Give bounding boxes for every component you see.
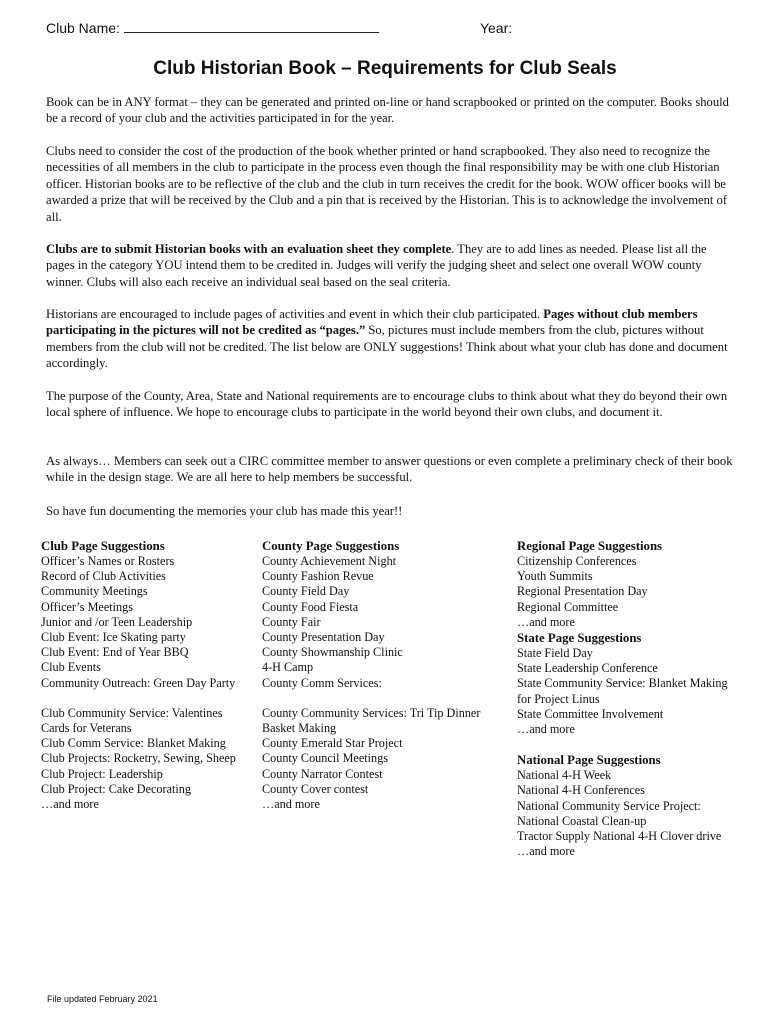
list-item: …and more: [262, 797, 320, 812]
list-item: State Field Day: [517, 646, 593, 661]
list-item: Club Event: Ice Skating party: [41, 630, 186, 645]
paragraph-cost: [46, 143, 736, 225]
national-suggestions-heading: National Page Suggestions: [517, 753, 661, 768]
paragraph-text: Clubs need to consider the cost of the production of the book whether printed or hand scrapbooked. They also need to recognize the necessities of all members in the club to participate in the process even though the final responsibility may be with one club Historian officer. Historian books are to be reflective of the club and the club in turn receives the credit for the book. WOW officer books will be awarded a prize that will be received by the Club and a pin that is received by the Historian. This is to acknowledge the involvement of all.: [46, 144, 728, 224]
list-item: County Community Services: Tri Tip Dinner: [262, 705, 481, 720]
list-spacer: [262, 691, 512, 706]
list-item: …and more: [517, 614, 575, 629]
paragraph-bold-text: Pages without club members participating in the pictures will not be credited as “pages.”: [46, 307, 698, 338]
list-item: Club Events: [41, 660, 101, 675]
paragraph-pictures: [46, 306, 736, 372]
county-suggestions-column: [262, 538, 512, 812]
paragraph-text: . They are to add lines as needed. Please list all the pages in the category YOU intend them to be credited in. Judges will verify the judging sheet and select one overall WOW county winner. Clubs will also each receive an individual seal based on the seal criteria.: [46, 242, 707, 289]
paragraph-text: The purpose of the County, Area, State and National requirements are to encourage clubs to think about what they do beyond their own local sphere of influence. We hope to encourage clubs to participate in the world beyond their own clubs, and document it.: [46, 389, 728, 420]
list-item: Tractor Supply National 4-H Clover drive: [517, 829, 722, 844]
club-suggestions-heading: Club Page Suggestions: [41, 539, 165, 553]
list-item: …and more: [517, 722, 575, 737]
file-updated-footer: File updated February 2021: [47, 994, 158, 1004]
list-item: County Field Day: [262, 584, 350, 599]
club-name-label: Club Name:: [46, 20, 120, 36]
list-item: National 4-H Week: [517, 768, 612, 783]
paragraph-bold-text: Clubs are to submit Historian books with an evaluation sheet they complete: [46, 242, 452, 256]
list-spacer: [41, 691, 256, 706]
list-item: Citizenship Conferences: [517, 554, 637, 568]
list-item: Club Event: End of Year BBQ: [41, 645, 189, 660]
list-item: County Narrator Contest: [262, 766, 383, 781]
state-suggestions-heading: State Page Suggestions: [517, 631, 642, 646]
year-label: Year:: [480, 20, 513, 36]
paragraph-text: As always… Members can seek out a CIRC committee member to answer questions or even complete a preliminary check of their book while in the design stage. We are all here to help members be successful.: [46, 454, 733, 485]
county-list-b: [262, 706, 512, 812]
list-item: for Project Linus: [517, 691, 600, 706]
list-item: Junior and /or Teen Leadership: [41, 614, 193, 629]
paragraph-text: So have fun documenting the memories your club has made this year!!: [46, 504, 403, 518]
list-item: State Committee Involvement: [517, 706, 664, 721]
list-item: Youth Summits: [517, 569, 593, 584]
list-item: County Emerald Star Project: [262, 736, 403, 751]
list-item: Community Outreach: Green Day Party: [41, 675, 236, 690]
list-item: County Fair: [262, 614, 321, 629]
list-item: County Council Meetings: [262, 751, 388, 766]
list-item: Club Community Service: Valentines: [41, 705, 223, 720]
list-item: County Presentation Day: [262, 630, 385, 645]
list-item: County Achievement Night: [262, 554, 397, 568]
list-item: …and more: [517, 844, 575, 859]
regional-state-national-column: [517, 538, 747, 859]
paragraph-purpose: [46, 388, 736, 421]
national-list: [517, 768, 747, 859]
regional-suggestions-heading: Regional Page Suggestions: [517, 539, 663, 553]
list-item: National Coastal Clean-up: [517, 813, 647, 828]
list-item: County Comm Services:: [262, 675, 382, 690]
regional-list: [517, 554, 747, 630]
county-list-a: [262, 554, 512, 691]
paragraph-text: Book can be in ANY format – they can be generated and printed on-line or hand scrapbooked or printed on the computer. Books should be a record of your club and the activities participated in for the year.: [46, 95, 729, 126]
page-title: Club Historian Book – Requirements for Club Seals: [153, 58, 617, 79]
list-item: Club Projects: Rocketry, Sewing, Sheep: [41, 751, 236, 766]
list-item: Basket Making: [262, 721, 337, 736]
list-item: County Cover contest: [262, 781, 369, 796]
list-item: Regional Committee: [517, 599, 619, 614]
list-item: Regional Presentation Day: [517, 584, 648, 599]
list-item: Club Comm Service: Blanket Making: [41, 736, 226, 751]
club-name-field: [46, 20, 379, 36]
list-item: National Community Service Project:: [517, 798, 701, 813]
list-item: County Food Fiesta: [262, 599, 359, 614]
state-list: [517, 646, 747, 737]
list-item: Club Project: Leadership: [41, 766, 163, 781]
list-item: …and more: [41, 797, 99, 812]
list-item: Officer’s Meetings: [41, 599, 133, 614]
list-item: Officer’s Names or Rosters: [41, 554, 175, 568]
list-item: Community Meetings: [41, 584, 148, 599]
paragraph-text: Historians are encouraged to include pages of activities and event in which their club participated.: [46, 307, 544, 321]
list-item: County Showmanship Clinic: [262, 645, 403, 660]
club-list-a: [41, 554, 256, 691]
paragraph-closing: [46, 503, 736, 519]
list-item: State Leadership Conference: [517, 661, 658, 676]
list-item: County Fashion Revue: [262, 569, 374, 584]
paragraph-format: [46, 94, 736, 127]
list-item: Cards for Veterans: [41, 721, 132, 736]
paragraph-help: [46, 453, 736, 486]
club-name-blank-line: [124, 20, 379, 33]
paragraph-text: So, pictures must include members from the club, pictures without members from the club will not be credited. The list below are ONLY suggestions! Think about what your club has done and document accordingly.: [46, 323, 728, 371]
list-item: State Community Service: Blanket Making: [517, 676, 728, 691]
list-item: National 4-H Conferences: [517, 783, 645, 798]
club-list-b: [41, 706, 256, 812]
paragraph-evaluation: [46, 241, 736, 290]
year-field: [480, 20, 512, 36]
club-suggestions-column: [41, 538, 256, 812]
list-item: Club Project: Cake Decorating: [41, 781, 191, 796]
list-item: 4-H Camp: [262, 660, 314, 675]
county-suggestions-heading: County Page Suggestions: [262, 539, 400, 553]
list-item: Record of Club Activities: [41, 569, 166, 584]
